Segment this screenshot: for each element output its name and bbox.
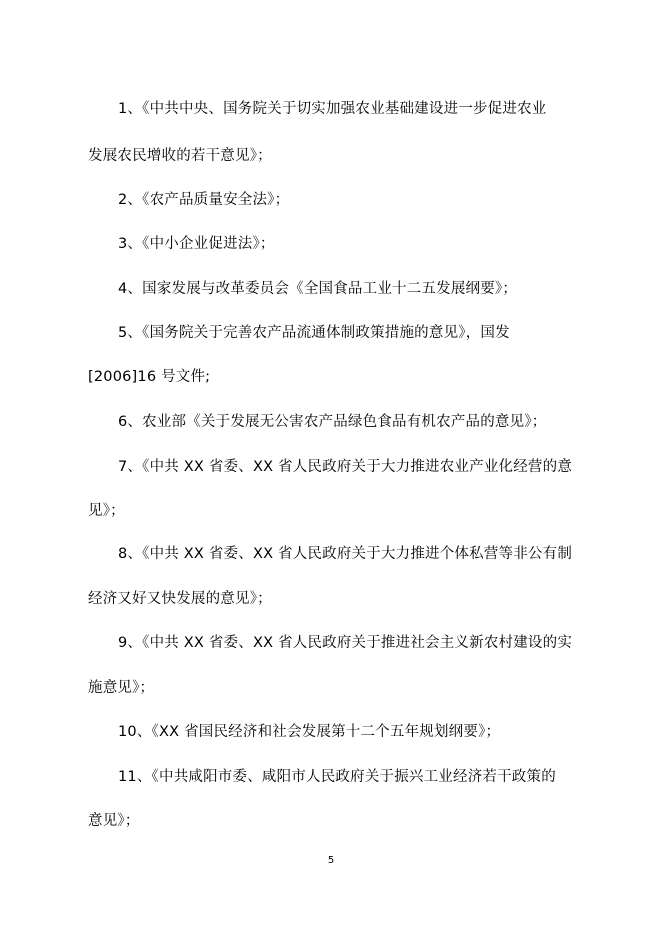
item-9-line-2: 施意见》； bbox=[88, 680, 155, 696]
page-number: 5 bbox=[327, 855, 335, 866]
item-5-line-2: [2006]16 号文件; bbox=[88, 369, 211, 385]
item-8-line-1: 8、《中共 XX 省委、XX 省人民政府关于大力推进个体私营等非公有制 bbox=[118, 546, 573, 562]
item-1-line-2: 发展农民增收的若干意见》； bbox=[88, 148, 272, 164]
item-10-line-1: 10、《XX 省国民经济和社会发展第十二个五年规划纲要》； bbox=[118, 724, 501, 740]
item-6-line-1: 6、农业部《关于发展无公害农产品绿色食品有机农产品的意见》； bbox=[118, 414, 547, 430]
item-9-line-1: 9、《中共 XX 省委、XX 省人民政府关于推进社会主义新农村建设的实 bbox=[118, 635, 573, 651]
item-11-line-2: 意见》； bbox=[88, 813, 140, 829]
item-5-line-1: 5、《国务院关于完善农产品流通体制政策措施的意见》，国发 bbox=[118, 325, 510, 341]
item-7-line-1: 7、《中共 XX 省委、XX 省人民政府关于大力推进农业产业化经营的意 bbox=[118, 459, 573, 475]
item-1-line-1: 1、《中共中央、国务院关于切实加强农业基础建设进一步促进农业 bbox=[118, 101, 547, 117]
item-7-line-2: 见》； bbox=[88, 503, 125, 519]
item-3-line-1: 3、《中小企业促进法》； bbox=[118, 236, 275, 252]
item-4-line-1: 4、国家发展与改革委员会《全国食品工业十二五发展纲要》； bbox=[118, 281, 518, 297]
item-2-line-1: 2、《农产品质量安全法》； bbox=[118, 192, 290, 208]
item-11-line-1: 11、《中共咸阳市委、咸阳市人民政府关于振兴工业经济若干政策的 bbox=[118, 769, 556, 785]
item-8-line-2: 经济又好又快发展的意见》； bbox=[88, 591, 272, 607]
